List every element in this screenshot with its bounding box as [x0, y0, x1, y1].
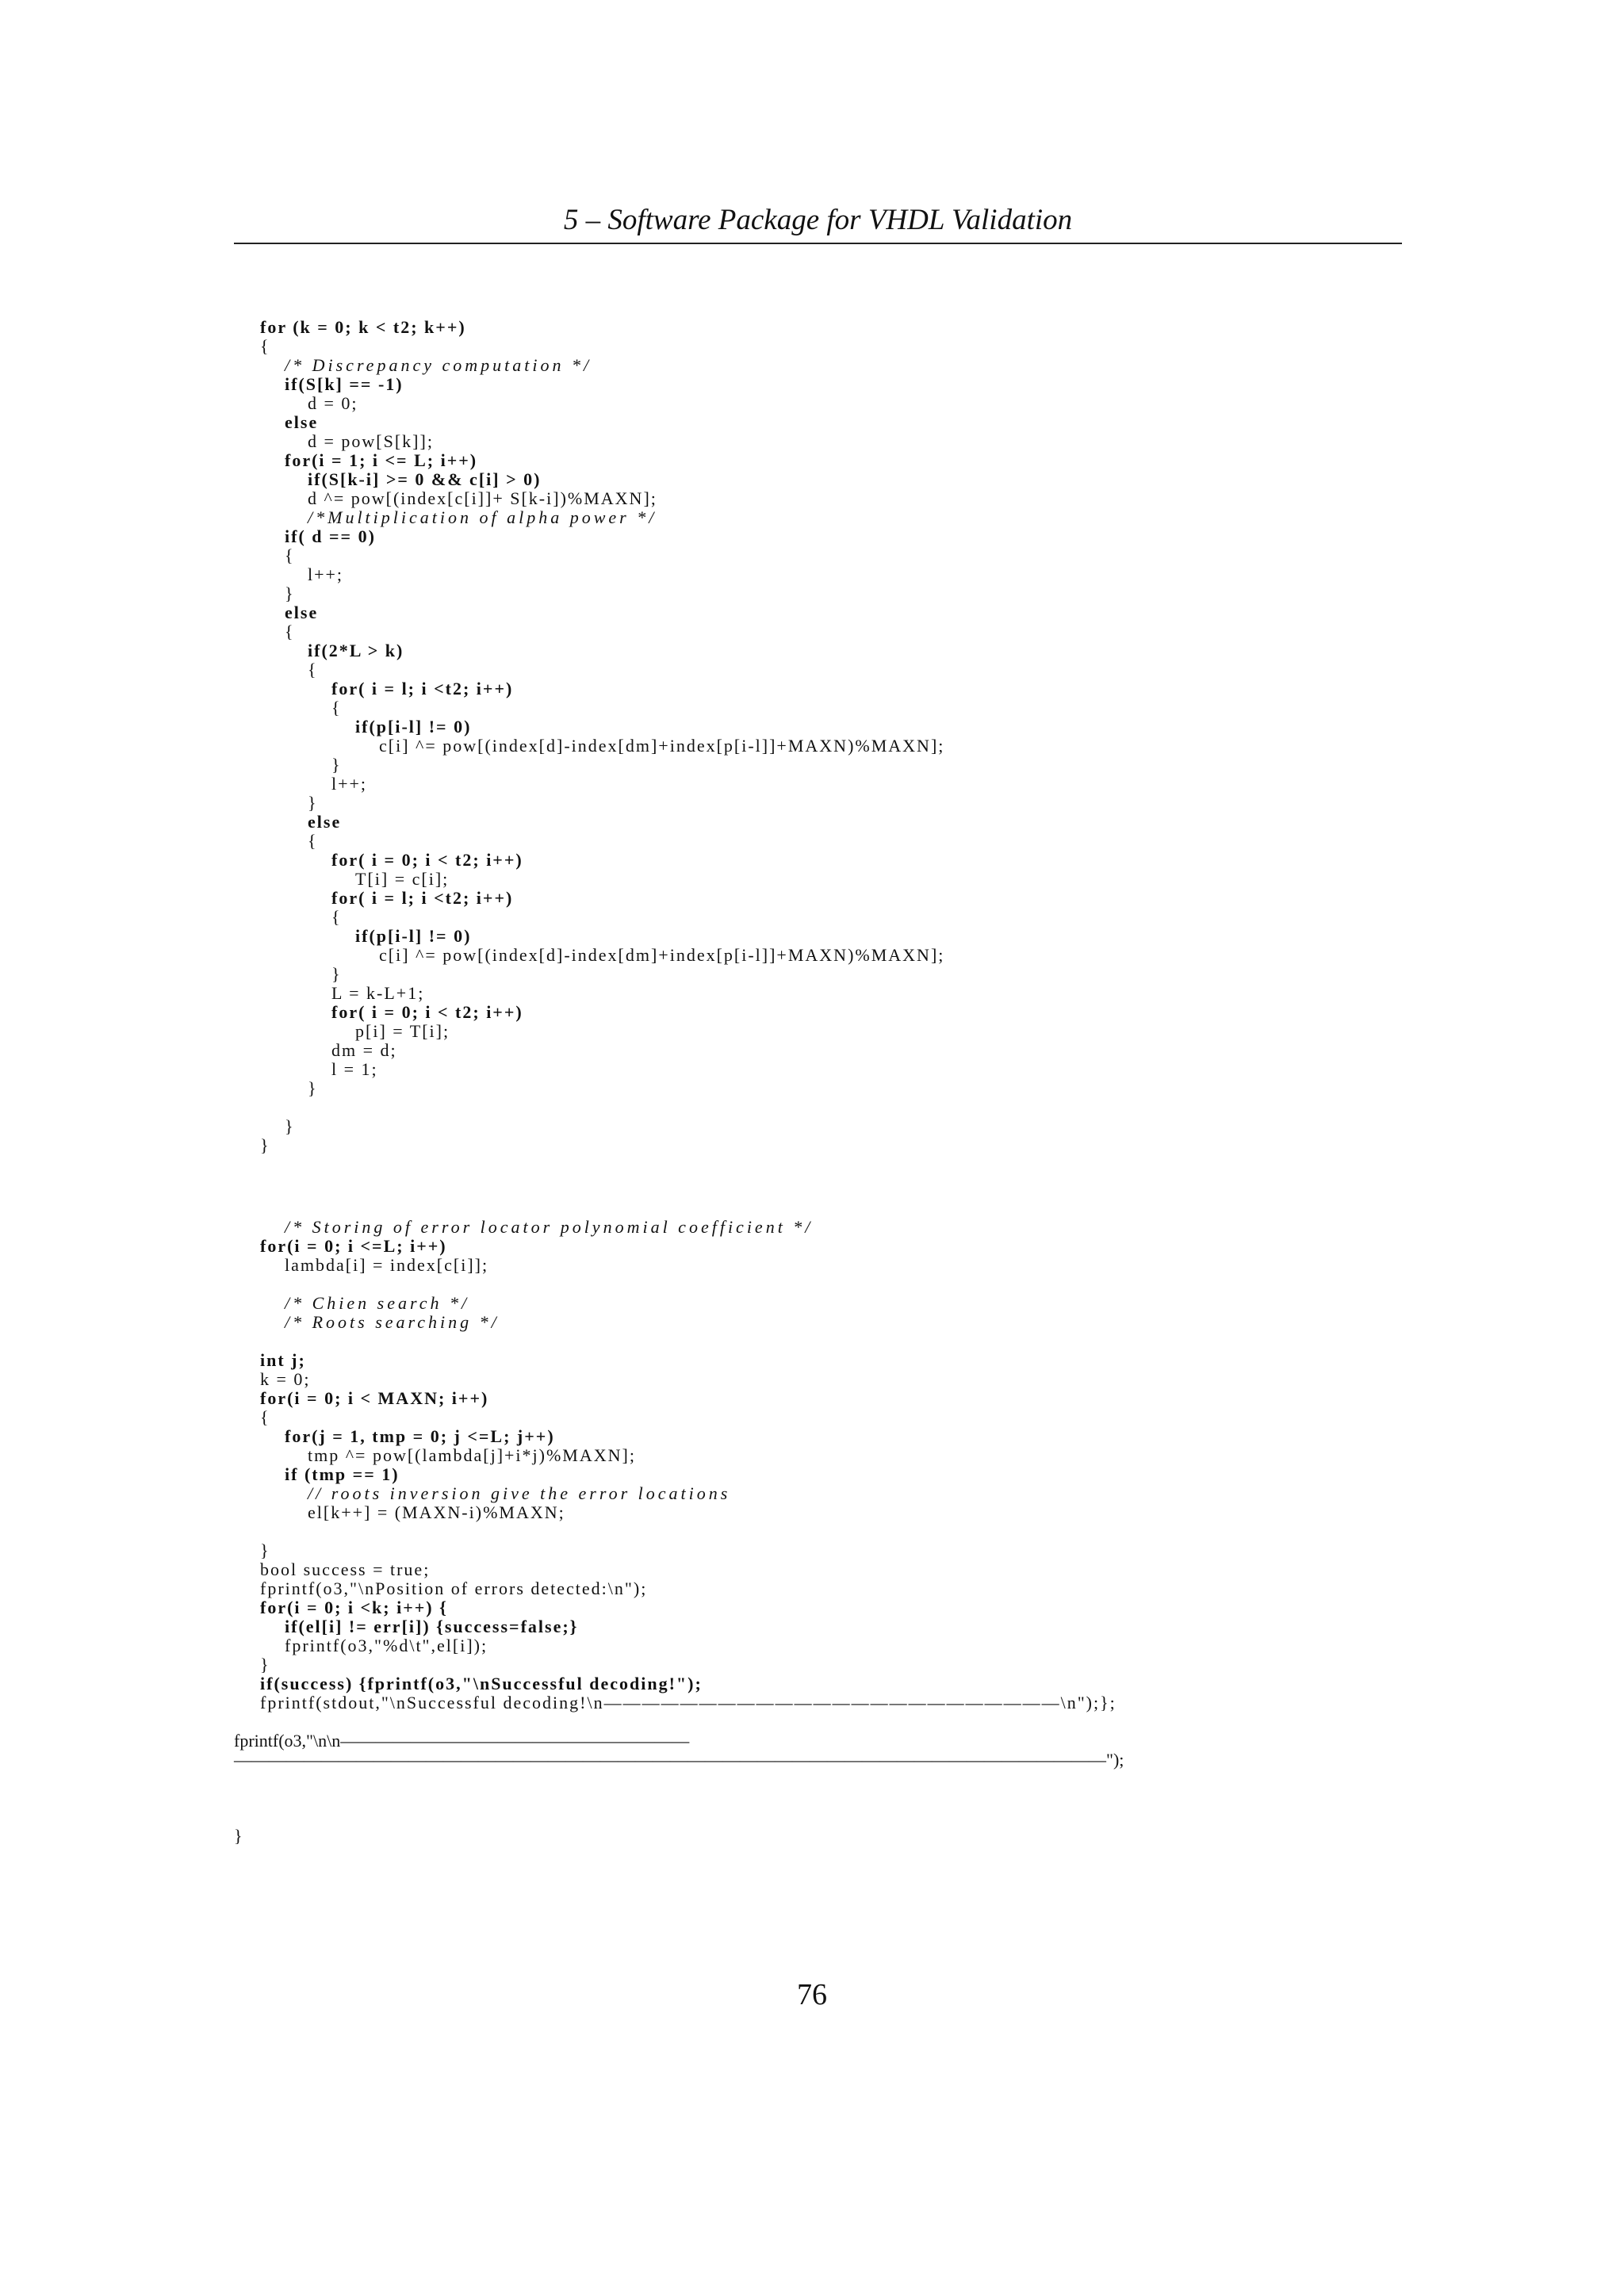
code-line: d = pow[S[k]];	[308, 431, 434, 451]
code-line: }	[260, 1655, 270, 1674]
code-line: if(S[k-i] >= 0 && c[i] > 0)	[308, 469, 542, 489]
code-line: int j;	[260, 1350, 306, 1370]
code-line: }	[234, 1826, 244, 1846]
code-line: if(el[i] != err[i]) {success=false;}	[285, 1617, 579, 1636]
code-line: {	[285, 622, 295, 641]
code-line: }	[285, 1116, 295, 1136]
code-line: }	[308, 1078, 318, 1098]
code-line: for( i = l; i <t2; i++)	[331, 679, 514, 698]
code-line: fprintf(o3,"%d\t",el[i]);	[285, 1636, 488, 1655]
code-line: for( i = l; i <t2; i++)	[331, 888, 514, 908]
code-line: bool success = true;	[260, 1559, 431, 1579]
code-line: if(success) {fprintf(o3,"\nSuccessful decoding!");	[260, 1674, 703, 1693]
code-comment: /* Storing of error locator polynomial coefficient */	[285, 1217, 814, 1237]
running-header: 5 – Software Package for VHDL Validation	[563, 204, 1073, 236]
code-line: T[i] = c[i];	[355, 869, 450, 889]
code-line: l++;	[331, 774, 368, 794]
code-line: {	[331, 698, 342, 718]
code-comment: /* Chien search */	[285, 1293, 470, 1313]
code-line: el[k++] = (MAXN-i)%MAXN;	[308, 1502, 565, 1522]
code-line: {	[308, 831, 318, 851]
code-line: c[i] ^= pow[(index[d]-index[dm]+index[p[i-l]]+MAXN)%MAXN];	[379, 945, 945, 965]
code-line: }	[260, 1540, 270, 1560]
code-comment: /*Multiplication of alpha power */	[308, 507, 657, 527]
code-line: for(j = 1, tmp = 0; j <=L; j++)	[285, 1426, 555, 1446]
code-line: if(p[i-l] != 0)	[355, 717, 472, 737]
code-line: dm = d;	[331, 1040, 397, 1060]
code-line: for( i = 0; i < t2; i++)	[331, 850, 523, 870]
code-line: for( i = 0; i < t2; i++)	[331, 1002, 523, 1022]
code-line: l = 1;	[331, 1059, 378, 1079]
code-line: fprintf(o3,"\n\n————————————————————	[234, 1731, 690, 1751]
code-line: else	[308, 812, 342, 832]
code-line: L = k-L+1;	[331, 983, 425, 1003]
code-line: else	[285, 412, 319, 432]
code-line: fprintf(stdout,"\nSuccessful decoding!\n————————————————————————\n");};	[260, 1693, 1116, 1712]
code-line: for(i = 0; i <=L; i++)	[260, 1236, 447, 1256]
code-line: }	[331, 964, 342, 984]
code-comment: /* Roots searching */	[285, 1312, 500, 1332]
code-line: {	[308, 660, 318, 679]
code-comment: // roots inversion give the error locations	[308, 1483, 731, 1503]
code-line: tmp ^= pow[(lambda[j]+i*j)%MAXN];	[308, 1445, 636, 1465]
code-line: d = 0;	[308, 393, 358, 413]
code-line: for(i = 1; i <= L; i++)	[285, 450, 478, 470]
code-line: fprintf(o3,"\nPosition of errors detected:\n");	[260, 1578, 648, 1598]
code-line: k = 0;	[260, 1369, 311, 1389]
code-line: lambda[i] = index[c[i]];	[285, 1255, 489, 1275]
code-line: }	[285, 584, 295, 603]
code-line: {	[285, 545, 295, 565]
code-line: if( d == 0)	[285, 526, 376, 546]
code-line: {	[260, 1407, 270, 1427]
code-line: d ^= pow[(index[c[i]]+ S[k-i])%MAXN];	[308, 488, 657, 508]
code-line: for(i = 0; i <k; i++) {	[260, 1598, 448, 1617]
code-line: if(p[i-l] != 0)	[355, 926, 472, 946]
code-line: c[i] ^= pow[(index[d]-index[dm]+index[p[i-l]]+MAXN)%MAXN];	[379, 736, 945, 756]
code-comment: /* Discrepancy computation */	[285, 355, 592, 375]
code-line: {	[260, 336, 270, 356]
code-line: }	[260, 1135, 270, 1155]
page-number: 76	[797, 1978, 827, 2011]
code-line: if (tmp == 1)	[285, 1464, 400, 1484]
code-line: {	[331, 907, 342, 927]
code-line: }	[308, 793, 318, 813]
code-line: else	[285, 603, 319, 622]
code-line: l++;	[308, 564, 344, 584]
code-line: if(S[k] == -1)	[285, 374, 404, 394]
code-line: if(2*L > k)	[308, 641, 404, 660]
code-line: p[i] = T[i];	[355, 1021, 450, 1041]
code-line: for(i = 0; i < MAXN; i++)	[260, 1388, 489, 1408]
code-line: ——————————————————————————————————————————————————");	[234, 1750, 1124, 1770]
code-line: for (k = 0; k < t2; k++)	[260, 317, 466, 337]
code-line: }	[331, 755, 342, 775]
